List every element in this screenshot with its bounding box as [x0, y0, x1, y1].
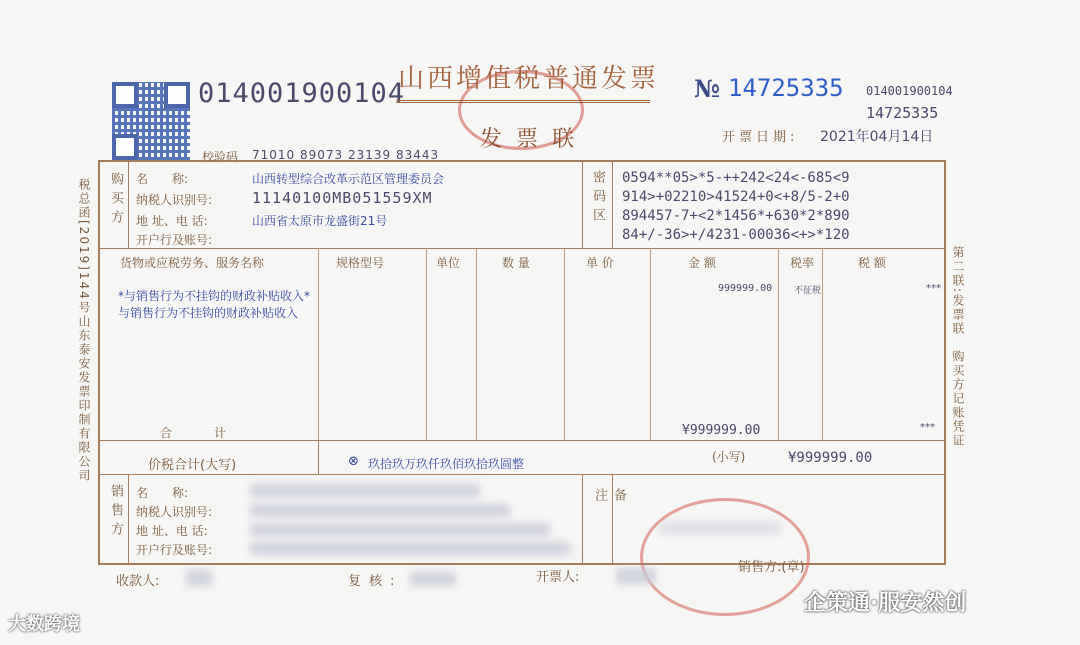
grand-total-small-label: (小写)	[712, 450, 746, 464]
redacted-reviewer	[410, 572, 456, 586]
buyer-address: 山西省太原市龙盛街21号	[252, 214, 388, 228]
cipher-section-label: 密码区	[590, 170, 605, 227]
title-underline	[396, 100, 650, 103]
buyer-taxid: 11140100MB051559XM	[252, 189, 433, 207]
buyer-name: 山西转型综合改革示范区管理委员会	[252, 172, 445, 186]
redacted-seller-address	[250, 523, 550, 536]
qr-code	[112, 82, 190, 160]
seller-seal-label: 销售方:(章)	[738, 560, 805, 575]
invoice-title: 山西增值税普通发票	[398, 64, 660, 94]
grand-total-uppercase: 玖拾玖万玖仟玖佰玖拾玖圆整	[368, 457, 525, 471]
header-unit-price: 单 价	[586, 256, 614, 270]
cipher-line: 0594**05>*5-++242<24<-685<9	[622, 170, 850, 186]
redacted-payee	[186, 570, 212, 586]
invoice-table	[98, 160, 946, 565]
number-symbol: №	[694, 74, 721, 103]
check-code-label: 校验码	[202, 150, 239, 164]
cipher-line: 894457-7+<2*1456*+630*2*890	[622, 208, 850, 224]
copy-info: 第二联:发票联 购买方记账凭证	[951, 246, 965, 449]
seller-bank-label: 开户行及账号:	[136, 543, 213, 557]
header-goods-name: 货物或应税劳务、服务名称	[120, 256, 265, 270]
invoice-subtitle: 发票联	[480, 127, 589, 152]
printed-invoice-number: 14725335	[866, 104, 939, 122]
buyer-taxid-label: 纳税人识别号:	[136, 193, 213, 207]
total-label: 合 计	[160, 426, 233, 440]
seller-address-label: 地 址、电 话:	[136, 524, 208, 538]
buyer-bank-label: 开户行及账号:	[136, 233, 213, 247]
total-amount: ¥999999.00	[682, 423, 761, 438]
header-spec: 规格型号	[336, 256, 385, 270]
seller-section-label: 销售方	[108, 484, 123, 541]
buyer-section-label: 购买方	[108, 172, 123, 229]
total-tax: ***	[920, 422, 935, 433]
grand-total-label: 价税合计(大写)	[148, 458, 237, 473]
invoice-number: 14725335	[728, 74, 844, 102]
header-tax-rate: 税率	[790, 256, 815, 270]
seller-taxid-label: 纳税人识别号:	[136, 505, 213, 519]
invoice-code: 014001900104	[198, 78, 406, 109]
grand-total-small: ¥999999.00	[788, 450, 873, 466]
cipher-line: 84+/-36>+/4231-00036<+>*120	[622, 227, 850, 243]
grand-total-mark: ⊗	[348, 454, 359, 469]
remark-label: 备注	[592, 488, 626, 527]
buyer-address-label: 地 址、电 话:	[136, 214, 208, 228]
check-code: 71010 89073 23139 83443	[252, 148, 440, 162]
issuer-label: 开票人:	[536, 570, 580, 585]
payee-label: 收款人:	[116, 574, 160, 589]
cipher-line: 914>+02210>41524+0<+8/5-2+0	[622, 189, 850, 205]
header-amount: 金 额	[688, 256, 716, 270]
redacted-issuer	[616, 568, 656, 584]
redacted-seller-bank	[250, 542, 570, 555]
redacted-seller-taxid	[250, 504, 510, 517]
buyer-name-label: 名 称:	[136, 172, 189, 186]
issue-date-label: 开票日期:	[722, 130, 799, 145]
printed-invoice-code: 014001900104	[866, 84, 953, 98]
item-amount: 999999.00	[718, 283, 773, 294]
item-name: *与销售行为不挂钩的财政补贴收入*与销售行为不挂钩的财政补贴收入	[118, 289, 311, 320]
printer-info: 税总函[2019]144号山东泰安发票印制有限公司	[77, 178, 91, 483]
item-tax: ***	[926, 283, 941, 294]
watermark-left: 大数跨境	[8, 614, 80, 635]
redacted-seller-name	[250, 484, 480, 497]
watermark-right: 企策通·服安然创	[804, 591, 967, 616]
item-tax-rate: 不征税	[794, 286, 822, 296]
header-unit: 单位	[436, 256, 461, 270]
review-label: 复核:	[348, 574, 403, 589]
seller-name-label: 名 称:	[136, 486, 189, 500]
issue-date: 2021年04月14日	[820, 129, 934, 145]
header-quantity: 数 量	[502, 256, 530, 270]
header-tax: 税 额	[858, 256, 886, 270]
